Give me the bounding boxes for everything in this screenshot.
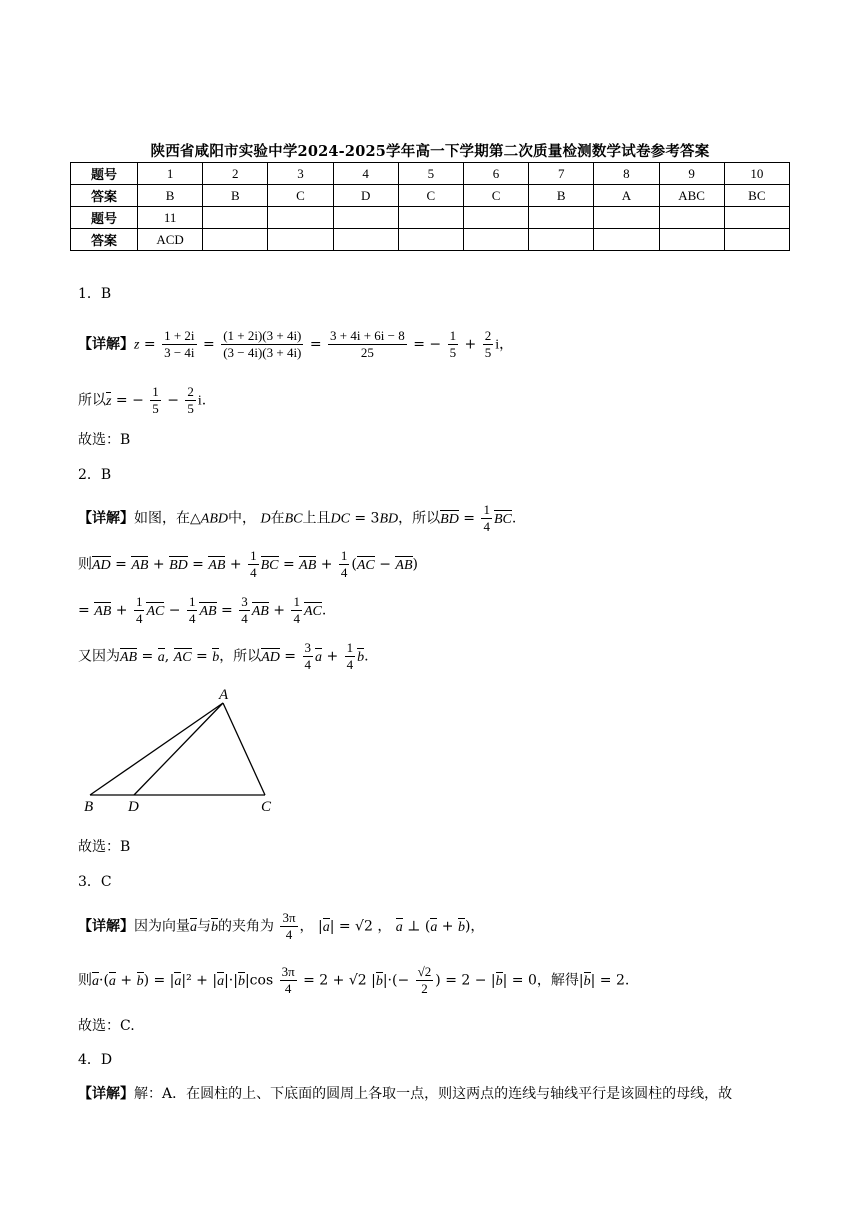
label-a: A [219,687,229,703]
table-row [71,207,790,229]
table-cell [594,229,659,251]
table-cell [463,229,528,251]
text: 的夹角为 [218,918,274,935]
table-cell [398,207,463,229]
table-cell [659,207,724,229]
table-cell: A [594,185,659,207]
label-c: C [261,799,272,815]
row-label: 题号 [71,207,138,229]
table-cell [203,229,268,251]
detail-tag: 【详解】 [78,1086,134,1102]
text: ，解得 [536,972,579,989]
table-cell: 9 [659,163,724,185]
q2-step1: 则AD = AB + BD = AB + $\frac{1}{4}$ BC = AB + $\frac{1}{4}$ (AC − AB) [78,548,418,580]
table-cell [333,207,398,229]
table-cell [203,207,268,229]
q2-step3: 又因为AB = a, AC = b，所以AD = $\frac{3}{4}$ a + $\frac{1}{4}$ b. [78,640,369,672]
table-cell: B [138,185,203,207]
segment-ac [223,703,265,795]
table-cell [333,229,398,251]
table-cell: ACD [138,229,203,251]
detail-tag: 【详解】 [78,918,134,935]
table-row [71,229,790,251]
text: 因为向量 [134,918,190,935]
table-cell: ABC [659,185,724,207]
table-row [71,185,790,207]
page-title: 陕西省咸阳市实验中学2024-2025学年高一下学期第二次质量检测数学试卷参考答案 [150,143,710,160]
table-cell: 6 [463,163,528,185]
table-cell: 10 [724,163,789,185]
table-cell [529,229,594,251]
q3-heading: 3．C [78,874,112,890]
q1-heading: 1．B [78,286,112,302]
table-cell [724,229,789,251]
table-cell [659,229,724,251]
table-row [71,163,790,185]
text: 中， [228,510,256,527]
table-cell: BC [724,185,789,207]
table-cell: B [203,185,268,207]
table-cell: 3 [268,163,333,185]
table-cell: D [333,185,398,207]
detail-tag: 【详解】 [78,510,134,527]
table-cell: 4 [333,163,398,185]
table-cell: 7 [529,163,594,185]
table-cell [529,207,594,229]
segment-ab [90,703,223,795]
q1-result: 所以z = − $\frac{1}{5}$ − $\frac{2}{5}$ i. [78,384,207,416]
text: ，所以 [219,648,262,665]
label-b: B [84,799,94,815]
triangle-figure [78,686,298,816]
q2-step2: = AB + $\frac{1}{4}$ AC − $\frac{1}{4}$ AB = $\frac{3}{4}$ AB + $\frac{1}{4}$ AC. [78,594,327,626]
text: 所以 [78,392,106,409]
q3-detail: 【详解】因为向量a与b的夹角为 $\frac{3\pi}{4}$ ， |a| = √2 ， a ⊥ (a + b)， [78,910,485,942]
table-cell: 1 [138,163,203,185]
row-label: 答案 [71,229,138,251]
table-cell [268,207,333,229]
table-cell: B [529,185,594,207]
text: 则 [78,556,92,573]
label-d: D [128,799,139,815]
text: 又因为 [78,648,120,665]
table-cell [268,229,333,251]
table-cell: C [463,185,528,207]
table-cell: 5 [398,163,463,185]
row-label: 答案 [71,185,138,207]
text: 则 [78,972,92,989]
detail-tag: 【详解】 [78,336,134,353]
table-cell: C [268,185,333,207]
q3-conclusion: 故选：C. [78,1018,135,1034]
q2-detail: 【详解】如图，在△ABD中， D在BC上且DC = 3BD，所以BD = $\frac{1}{4}$ BC. [78,502,517,534]
text: 如图，在△ [134,510,201,527]
q2-heading: 2．B [78,467,112,483]
table-cell: 2 [203,163,268,185]
table-cell: C [398,185,463,207]
q2-conclusion: 故选：B [78,839,131,855]
table-cell [398,229,463,251]
q4-detail [78,1084,732,1104]
answer-table [70,162,790,251]
table-cell [594,207,659,229]
row-label: 题号 [71,163,138,185]
q1-conclusion: 故选：B [78,432,131,448]
text: 在 [270,510,285,527]
table-cell: 11 [138,207,203,229]
q1-detail: 【详解】z = $\frac{1 + 2i}{3 - 4i}$ = $\frac{(1 + 2i)(3 + 4i)}{(3 - 4i)(3 + 4i)}$ = $\frac{3 + 4i + 6i - 8}{25}$ = − $\frac{1}{5}$ + $\frac{2}{5}$ i， [78,328,514,360]
table-cell [724,207,789,229]
text: 解：A．在圆柱的上、下底面的圆周上各取一点，则这两点的连线与轴线平行是该圆柱的母线，故 [134,1086,733,1102]
segment-ad [134,703,223,795]
table-cell [463,207,528,229]
text: 上且 [302,510,331,527]
q3-step: 则a·(a + b) = |a|² + |a|·|b|cos $\frac{3\pi}{4}$ = 2 + √2 |b|·(− $\frac{√2}{2}$ ) = 2 − |b| = 0，解得|b| = 2. [78,964,630,996]
text: ，所以 [398,510,441,527]
text: 与 [197,918,211,935]
q4-heading: 4．D [78,1052,113,1068]
table-cell: 8 [594,163,659,185]
